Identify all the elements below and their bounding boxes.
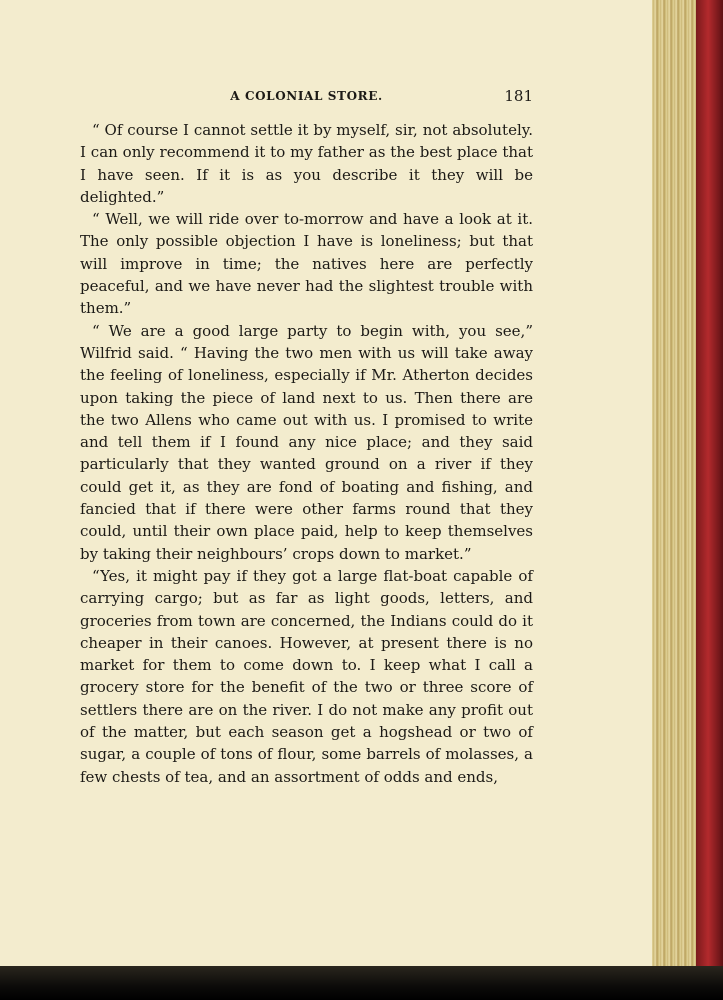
paragraph: “ Of course I cannot settle it by myself, sir, not absolutely. I can only recommend it to my father as the best place that I have seen. If it is as you describe it they will be delighted.” [80, 121, 533, 206]
page-edges [652, 0, 696, 966]
paragraph: “Yes, it might pay if they got a large flat-boat capable of carrying cargo; but as far as light goods, letters, and groceries from town are concerned, the Indians could do it cheaper in their canoes. However, at present there is no market for them to come down to. I keep what I call a grocery store for the benefit of the two or three score of settlers there are on the river. I do not make any profit out of the matter, but each season get a hogshead or two of sugar, a couple of tons of flour, some barrels of molasses, a few chests of tea, and an assortment of odds and ends, [80, 566, 533, 786]
scan-shadow [0, 966, 723, 1000]
running-head [80, 87, 533, 107]
paragraph: “ Well, we will ride over to-morrow and have a look at it. The only possible objection I have is loneliness; but that will improve in time; the natives here are perfectly peaceful, and we have never had the slightest trouble with them.” [80, 210, 533, 318]
book-cover-edge [696, 0, 723, 966]
page-number: 181 [504, 87, 533, 105]
body-text [80, 119, 533, 788]
paragraph: “ We are a good large party to begin with, you see,” Wilfrid said. “ Having the two men with us will take away the feeling of loneliness, especially if Mr. Atherton decides upon taking the piece of land next to us. Then there are the two Allens who came out with us. I promised to write and tell them if I found any nice place; and they said particularly that they wanted ground on a river if they could get it, as they are fond of boating and fishing, and fancied that if there were other farms round that they could, until their own place paid, help to keep themselves by taking their neighbours’ crops down to market.” [80, 321, 533, 563]
running-title: A COLONIAL STORE. [230, 89, 383, 103]
